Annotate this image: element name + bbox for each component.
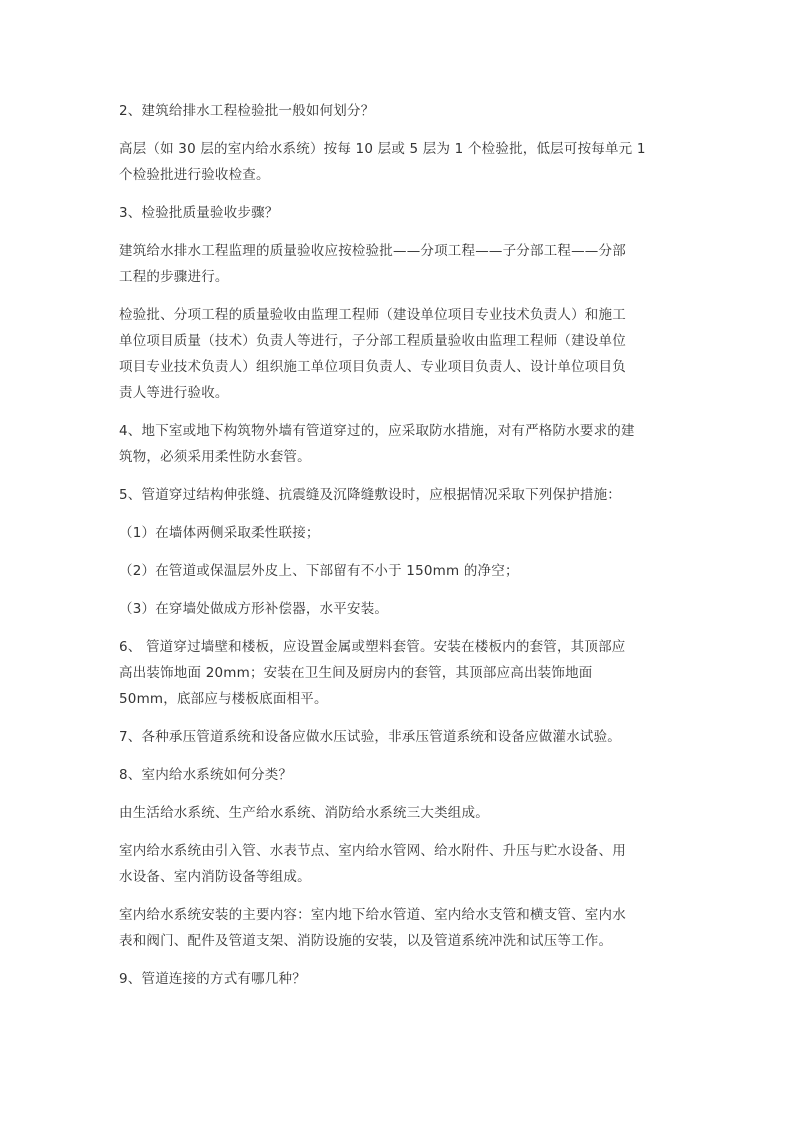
text-line: 单位项目质量（技术）负责人等进行，子分部工程质量验收由监理工程师（建设单位 <box>119 333 626 349</box>
text-line: 筑物，必须采用柔性防水套管。 <box>119 449 311 465</box>
text-line: （1）在墙体两侧采取柔性联接； <box>119 525 320 541</box>
item-6-paragraph <box>119 634 675 712</box>
text-line: 建筑给水排水工程监理的质量验收应按检验批——分项工程——子分部工程——分部 <box>119 243 626 259</box>
answer-2-paragraph <box>119 136 675 188</box>
text-line: 7、各种承压管道系统和设备应做水压试验，非承压管道系统和设备应做灌水试验。 <box>119 729 621 745</box>
text-line: （2）在管道或保温层外皮上、下部留有不小于 150mm 的净空； <box>119 563 519 579</box>
text-line: （3）在穿墙处做成方形补偿器，水平安装。 <box>119 601 389 617</box>
answer-8-paragraph-1 <box>119 800 675 826</box>
text-line: 50mm，底部应与楼板底面相平。 <box>119 691 328 707</box>
text-line: 责人等进行验收。 <box>119 385 229 401</box>
item-5-subitem-2 <box>119 558 675 584</box>
text-line: 8、室内给水系统如何分类？ <box>119 767 293 783</box>
answer-3-paragraph-2 <box>119 302 675 406</box>
text-line: 由生活给水系统、生产给水系统、消防给水系统三大类组成。 <box>119 805 489 821</box>
text-line: 5、管道穿过结构伸张缝、抗震缝及沉降缝敷设时，应根据情况采取下列保护措施： <box>119 487 621 503</box>
text-line: 项目专业技术负责人）组织施工单位项目负责人、专业项目负责人、设计单位项目负 <box>119 359 626 375</box>
text-line: 4、地下室或地下构筑物外墙有管道穿过的，应采取防水措施，对有严格防水要求的建 <box>119 423 635 439</box>
text-line: 6、 管道穿过墙壁和楼板，应设置金属或塑料套管。安装在楼板内的套管，其顶部应 <box>119 639 626 655</box>
text-line: 高出装饰地面 20mm；安装在卫生间及厨房内的套管，其顶部应高出装饰地面 <box>119 665 593 681</box>
question-2-heading <box>119 98 675 124</box>
text-line: 9、管道连接的方式有哪几种？ <box>119 971 306 987</box>
question-3-heading <box>119 200 675 226</box>
item-5-subitem-3 <box>119 596 675 622</box>
item-7-paragraph <box>119 724 675 750</box>
answer-8-paragraph-2 <box>119 838 675 890</box>
text-line: 工程的步骤进行。 <box>119 269 229 285</box>
item-4-paragraph <box>119 418 675 470</box>
document-page <box>119 98 675 1004</box>
text-line: 室内给水系统由引入管、水表节点、室内给水管网、给水附件、升压与贮水设备、用 <box>119 843 626 859</box>
answer-8-paragraph-3 <box>119 902 675 954</box>
question-8-heading <box>119 762 675 788</box>
item-5-paragraph <box>119 482 675 508</box>
text-line: 水设备、室内消防设备等组成。 <box>119 869 311 885</box>
text-line: 2、建筑给排水工程检验批一般如何划分？ <box>119 103 375 119</box>
text-line: 室内给水系统安装的主要内容：室内地下给水管道、室内给水支管和横支管、室内水 <box>119 907 626 923</box>
answer-3-paragraph-1 <box>119 238 675 290</box>
text-line: 高层（如 30 层的室内给水系统）按每 10 层或 5 层为 1 个检验批，低层可按每单元 1 <box>119 141 646 157</box>
text-line: 个检验批进行验收检查。 <box>119 167 270 183</box>
text-line: 3、检验批质量验收步骤？ <box>119 205 279 221</box>
question-9-heading <box>119 966 675 992</box>
text-line: 检验批、分项工程的质量验收由监理工程师（建设单位项目专业技术负责人）和施工 <box>119 307 626 323</box>
item-5-subitem-1 <box>119 520 675 546</box>
text-line: 表和阀门、配件及管道支架、消防设施的安装，以及管道系统冲洗和试压等工作。 <box>119 933 613 949</box>
